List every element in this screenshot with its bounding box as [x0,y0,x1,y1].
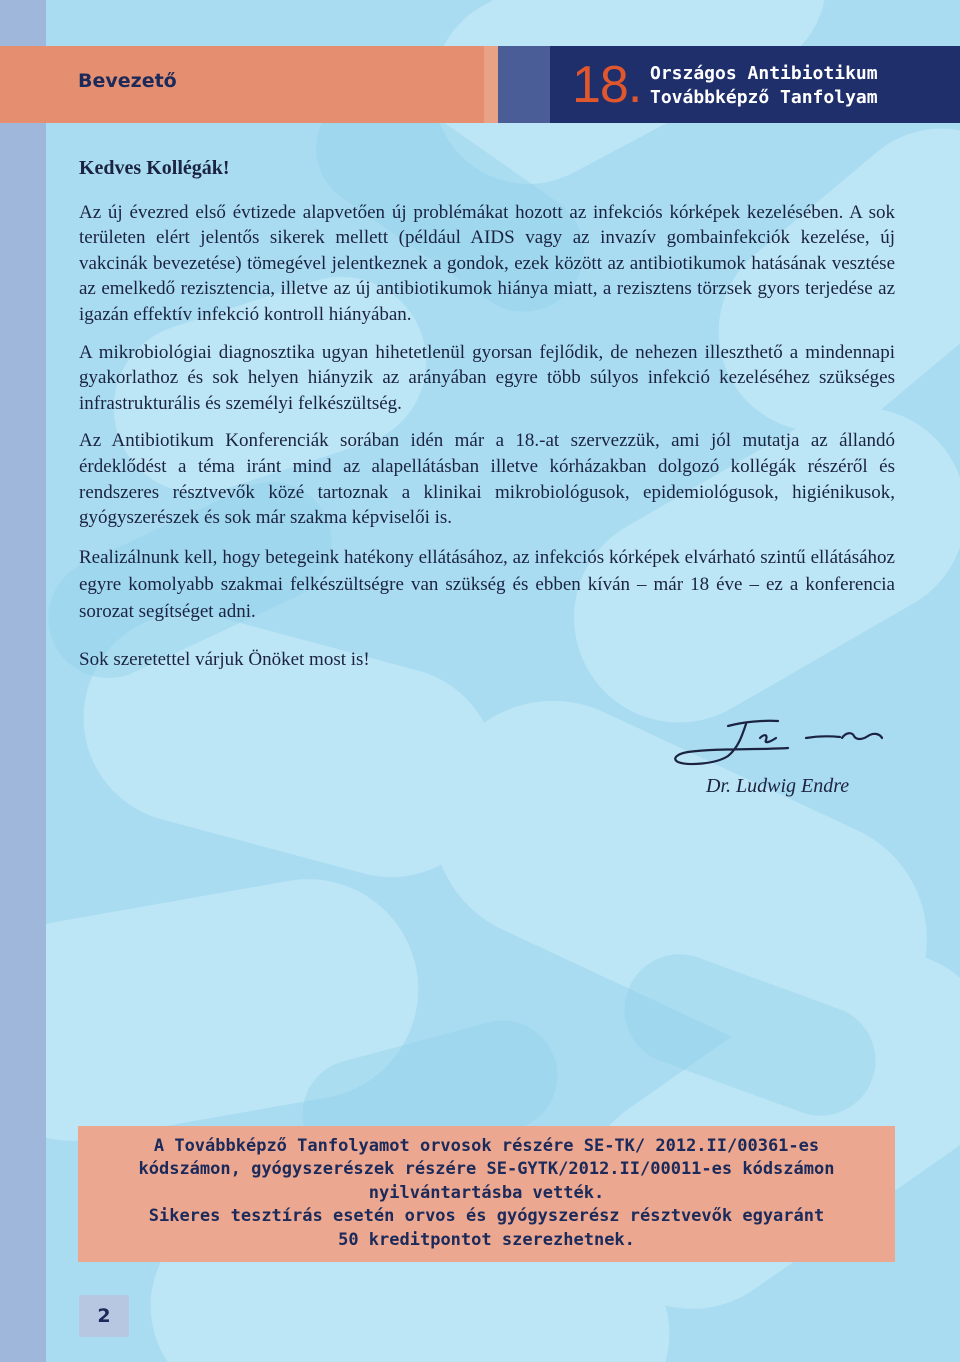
accreditation-notice-box [78,1126,895,1262]
section-title: Bevezető [78,70,177,92]
page-number: 2 [79,1295,129,1337]
accreditation-notice-text [78,1135,895,1252]
letter-body [79,156,895,672]
notice-line: kódszámon, gyógyszerészek részére SE-GYTK/2012.II/00011-es kódszámon [138,1159,835,1180]
letter-paragraph: A mikrobiológiai diagnosztika ugyan hihetetlenül gyorsan fejlődik, de nehezen illeszthető a mindennapi gyakorlathoz és sok helyen hiányzik az arányában egyre több súlyos infekció kezeléséhez szükséges infrastrukturális és személyi felkészültség. [79,341,895,414]
header-blue-stripe [498,46,550,123]
event-title [650,62,878,110]
notice-line: nyilvántartásba vették. [368,1182,605,1203]
letter-paragraph: Az Antibiotikum Konferenciák sorában idén már a 18.-at szervezzük, ami jól mutatja az állandó érdeklődést a téma iránt mind az alapellátásban illetve kórházakban dolgozó kollégák részéről és rendszeres résztvevők közé tartoznak a klinikai mikrobiológusok, epidemiológusok, higiénikusok, gyógyszerészek és sok már szakma képviselői is. [79,430,895,529]
handwritten-signature [668,712,888,772]
letter-greeting: Kedves Kollégák! [79,157,230,179]
event-title-line-1: Országos Antibiotikum [650,63,878,84]
header-orange-band [0,46,484,123]
page-header [0,46,960,123]
left-accent-bar [0,0,46,1362]
notice-line: 50 kreditpontot szerezhetnek. [338,1229,635,1250]
notice-line: A Továbbképző Tanfolyamot orvosok részére SE-TK/ 2012.II/00361-es [153,1136,820,1156]
signer-name: Dr. Ludwig Endre [706,775,850,797]
letter-paragraph: Realizálnunk kell, hogy betegeink hatékony ellátásához, az infekciós kórképek elvárható szintű ellátásához egyre komolyabb szakmai felkészültségre van szükség és ebben kíván – már 18 éve – ez a konferencia sorozat segítséget adni. [79,546,895,622]
edition-number: 18. [572,56,642,114]
event-title-line-2: Továbbképző Tanfolyam [650,87,878,108]
letter-paragraph: Az új évezred első évtizede alapvetően új problémákat hozott az infekciós kórképek kezelésében. A sok területen elért jelentős sikerek mellett (például AIDS vagy az invazív gombainfekciók kezelése, új vakcinák bevezetése) tömegével jelentkeznek a gondok, ezek között az antibiotikumok hatásának vesztése az emelkedő rezisztencia, illetve az új antibiotikumok hiánya miatt, a rezisztens törzsek gyors terjedése az igazán effektív infekció kontroll hiányában. [79,201,895,325]
header-orange-stripe [484,46,498,123]
notice-line: Sikeres tesztírás esetén orvos és gyógyszerész résztvevők egyaránt [148,1206,825,1227]
letter-closing: Sok szeretettel várjuk Önöket most is! [79,648,370,670]
